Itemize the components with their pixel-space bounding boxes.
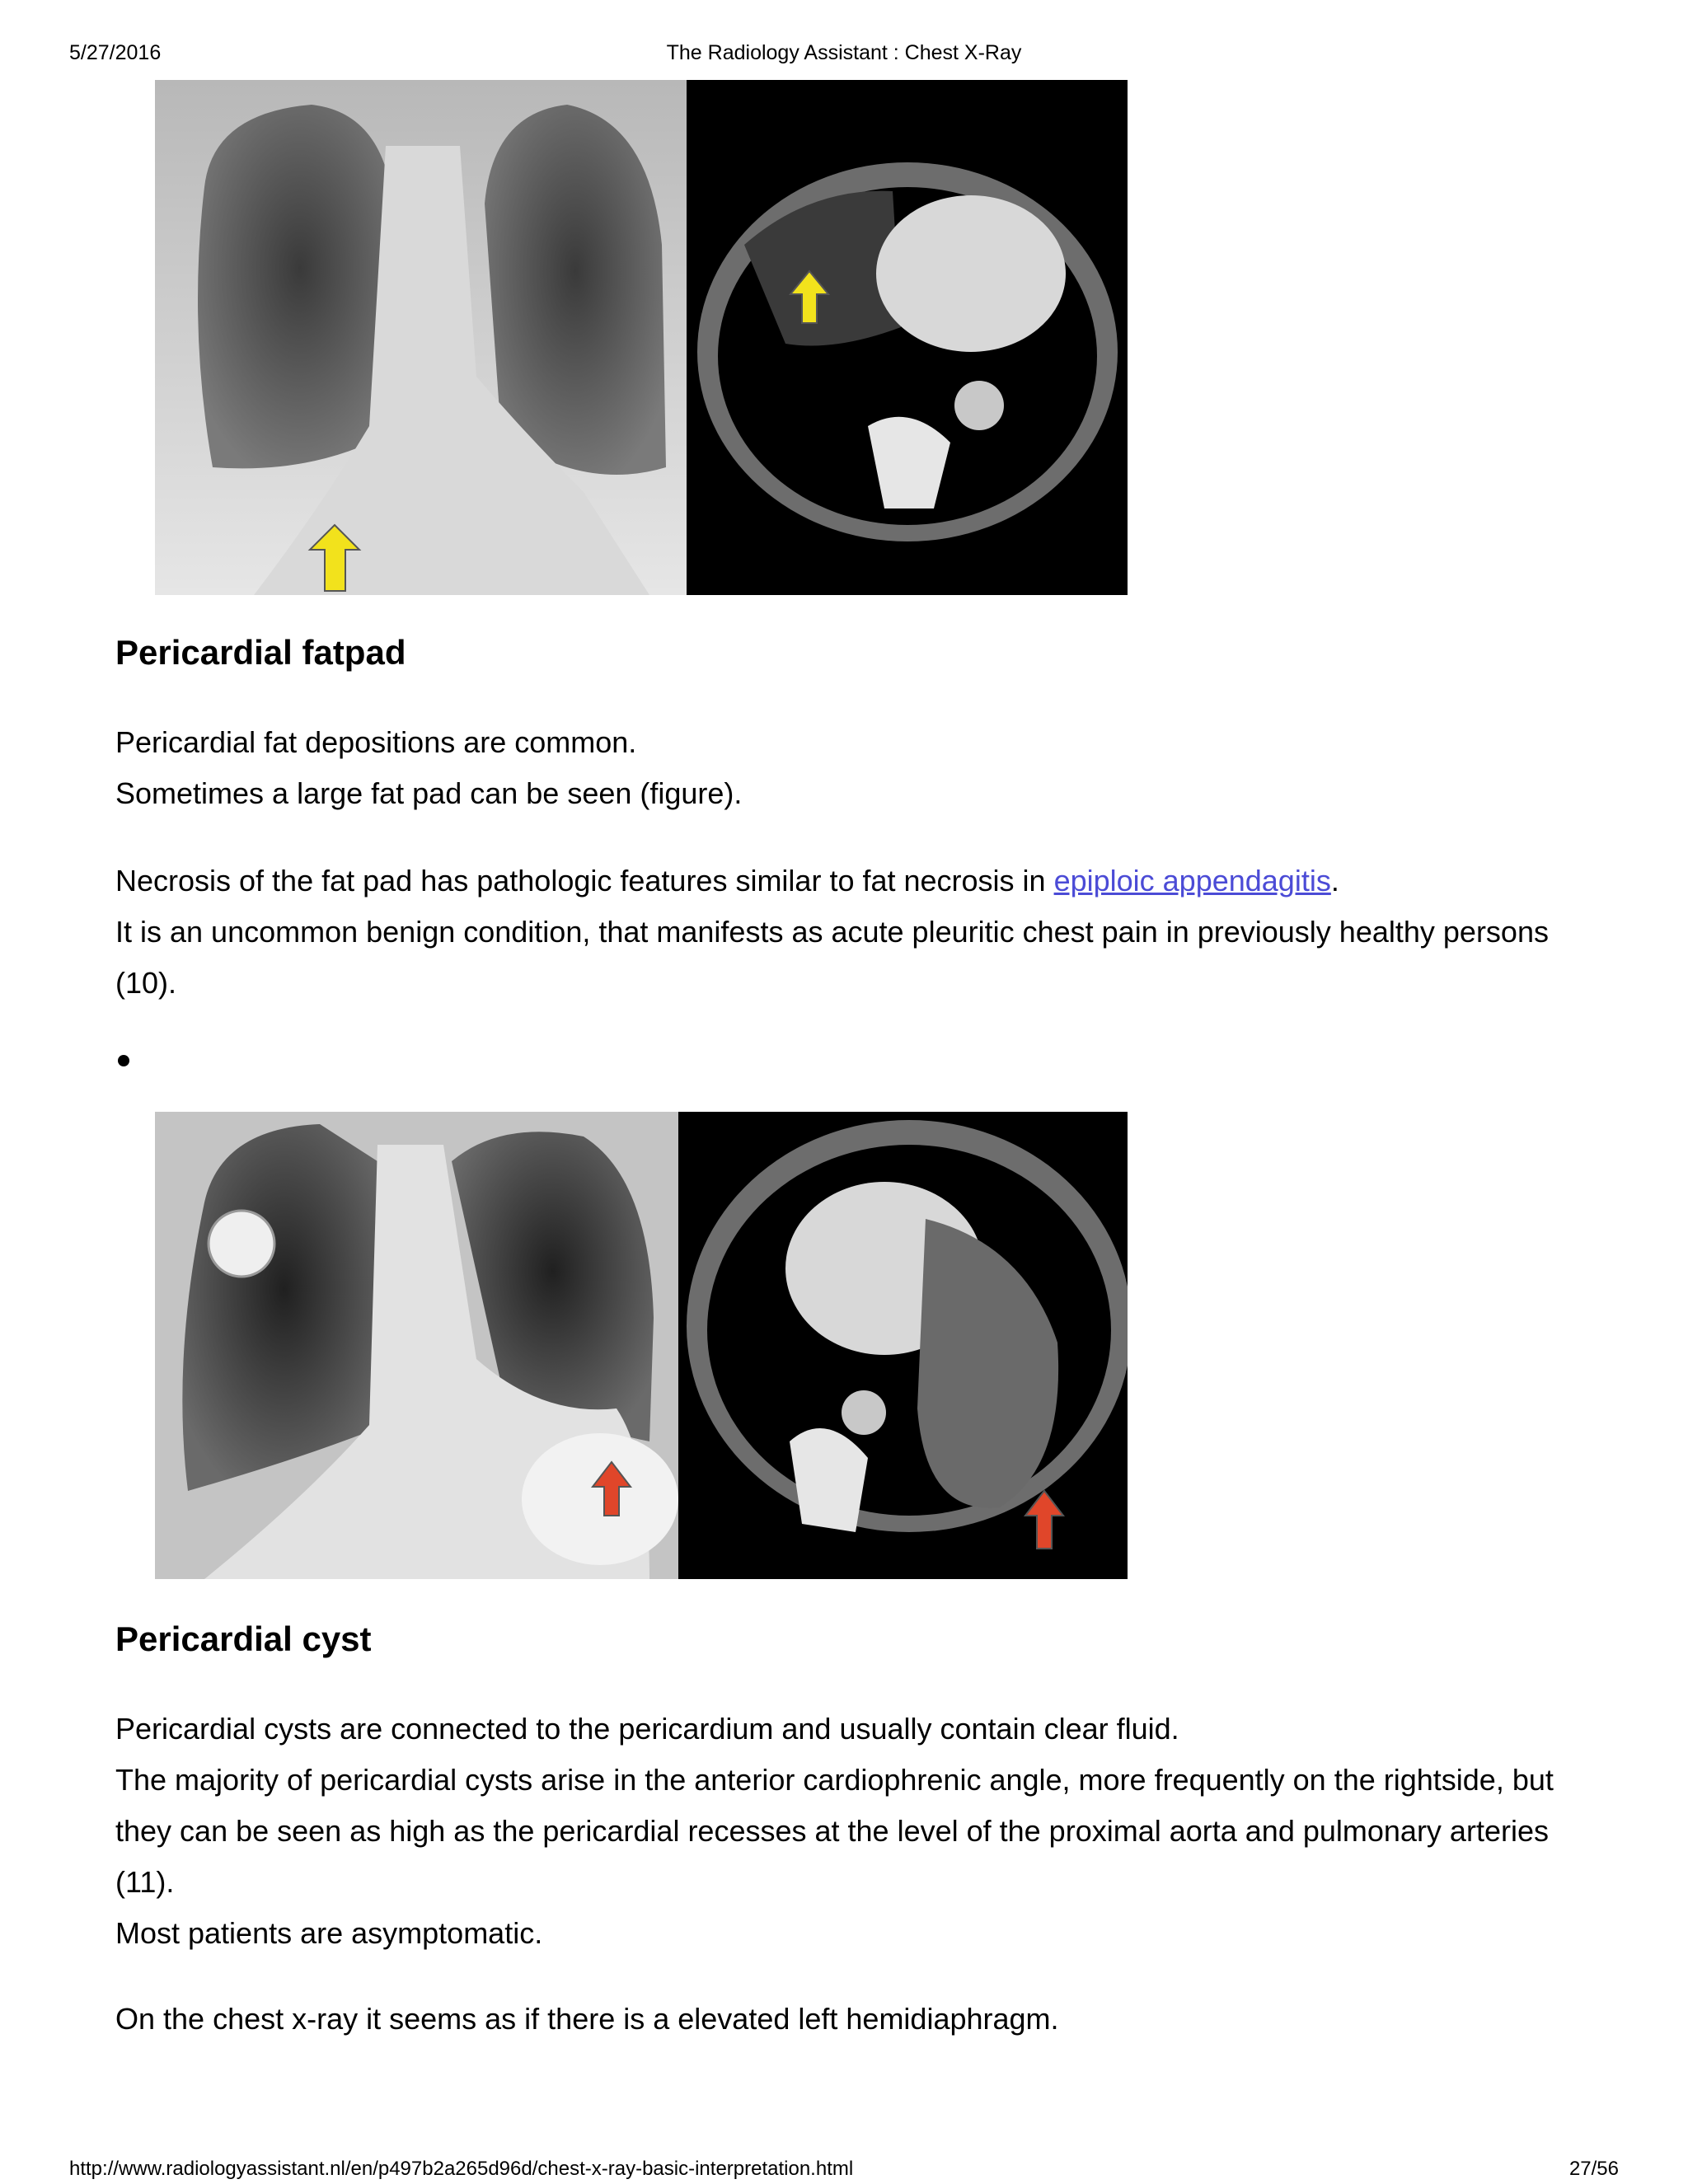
section-heading-fatpad: Pericardial fatpad [115, 633, 406, 672]
fatpad-ct-image [687, 80, 1128, 595]
cyst-ct-image [678, 1112, 1128, 1579]
text-line: Pericardial fat depositions are common. [115, 725, 637, 759]
epiploic-appendagitis-link[interactable]: epiploic appendagitis [1053, 864, 1331, 898]
text-line: It is an uncommon benign condition, that manifests as acute pleuritic chest pain in previously healthy persons (10). [115, 915, 1549, 1000]
fatpad-paragraph-2 [115, 855, 1582, 1009]
print-page-title: The Radiology Assistant : Chest X-Ray [666, 41, 1022, 64]
print-url: http://www.radiologyassistant.nl/en/p497b2a265d96d/chest-x-ray-basic-interpretation.html [69, 2158, 854, 2180]
text-line [115, 855, 1582, 907]
print-date: 5/27/2016 [69, 41, 162, 64]
text-line: The majority of pericardial cysts arise in the anterior cardiophrenic angle, more frequently on the rightside, but they can be seen as high as the pericardial recesses at the level of the proximal aorta and pulmonary arteries (11). [115, 1763, 1554, 1899]
fatpad-figure [155, 80, 1128, 595]
cyst-figure [155, 1112, 1128, 1579]
page-number: 27/56 [1568, 2158, 1619, 2180]
text-run: . [1330, 864, 1339, 898]
cyst-paragraph-1 [115, 1704, 1582, 1959]
fatpad-paragraph-1 [115, 717, 1582, 819]
text-run: Necrosis of the fat pad has pathologic features similar to fat necrosis in [115, 864, 1054, 898]
text-line: Pericardial cysts are connected to the pericardium and usually contain clear fluid. [115, 1712, 1179, 1746]
text-line: On the chest x-ray it seems as if there is a elevated left hemidiaphragm. [115, 2002, 1059, 2036]
list-bullet [118, 1055, 129, 1066]
cyst-chest-xray-image [155, 1112, 678, 1579]
text-line: Sometimes a large fat pad can be seen (figure). [115, 776, 743, 810]
section-heading-cyst: Pericardial cyst [115, 1619, 372, 1658]
text-line: Most patients are asymptomatic. [115, 1916, 543, 1950]
fatpad-chest-xray-image [155, 80, 687, 595]
cyst-paragraph-2 [115, 1994, 1582, 2045]
